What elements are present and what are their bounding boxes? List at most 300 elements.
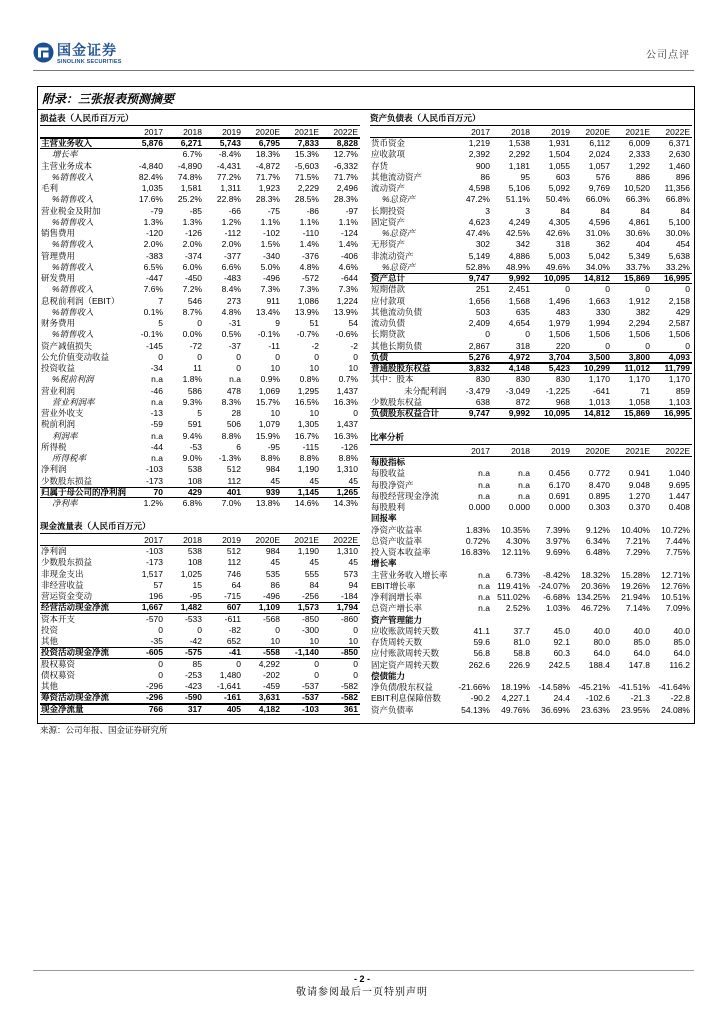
section-header-row [370, 615, 692, 626]
row-value: 2.0% [182, 239, 202, 250]
row-value [126, 149, 165, 160]
row-value: 5,003 [548, 250, 570, 261]
row-value: 262.6 [468, 659, 490, 670]
year-header: 2021E [612, 126, 652, 138]
row-value: -21.66% [458, 682, 490, 692]
table-row [40, 546, 360, 557]
row-value: 429 [675, 306, 690, 317]
row-label: 资本开支 [41, 613, 76, 624]
row-value: n.a [151, 374, 163, 385]
row-label: 债权募资 [41, 669, 76, 680]
row-value: 2,294 [628, 318, 650, 328]
table-row [370, 468, 692, 479]
row-value: -575 [165, 647, 204, 658]
row-value: 2,333 [628, 149, 650, 160]
row-value: -44 [150, 441, 163, 452]
cash-flow-statement [40, 520, 360, 715]
row-value: -296 [126, 692, 165, 703]
row-value: 302 [475, 239, 490, 250]
row-value: -572 [301, 273, 319, 283]
row-value: -95 [189, 591, 202, 601]
row-value: 2,392 [468, 149, 490, 160]
row-value: 28.3% [255, 194, 280, 205]
row-value: 3 [485, 205, 490, 216]
row-value: -537 [282, 692, 321, 703]
year-header: 2020E [572, 126, 612, 138]
row-value: 1,912 [628, 295, 650, 306]
row-value: 108 [187, 475, 202, 486]
row-value: 9.695 [668, 479, 690, 490]
row-value: 0 [275, 624, 280, 635]
row-value: 1.3% [182, 216, 202, 227]
section-header-row [370, 671, 692, 682]
row-value: -850 [301, 613, 319, 624]
row-label: 净利润 [41, 546, 67, 556]
row-value: 112 [227, 475, 241, 486]
row-value: 0 [645, 340, 650, 351]
table-row [370, 491, 692, 502]
row-value: 3,500 [572, 352, 612, 363]
row-value: 5,100 [668, 216, 690, 227]
row-value: 15.7% [255, 396, 280, 407]
row-value: -300 [301, 624, 319, 635]
row-value [572, 457, 612, 468]
row-value: 4,148 [492, 363, 532, 374]
row-value: 1.2% [143, 498, 163, 508]
row-label: 无形资产 [371, 239, 406, 250]
row-value: 1,923 [258, 183, 280, 193]
row-value: -383 [145, 250, 163, 261]
row-value: 10 [309, 636, 319, 646]
cash-flow-title: 现金流量表（人民币百万元） [40, 520, 360, 534]
table-row [370, 525, 692, 536]
row-value: 108 [187, 557, 202, 568]
row-value: 4,654 [508, 318, 530, 328]
row-value: 9,747 [452, 408, 492, 419]
table-row [40, 569, 360, 580]
ratio-analysis-table [370, 445, 692, 716]
table-row [40, 580, 360, 591]
row-value: 16.7% [294, 430, 319, 441]
row-value: 4.6% [338, 261, 358, 272]
row-value: -85 [189, 205, 202, 216]
row-label: 总资产收益率 [371, 535, 423, 546]
row-value: 45 [348, 557, 358, 568]
row-value: 0 [605, 284, 610, 295]
row-value: 15,869 [612, 408, 652, 419]
row-value: 3,832 [452, 363, 492, 374]
row-label: %销售收入 [52, 216, 94, 227]
row-value: -8.42% [543, 569, 570, 580]
header-corner [370, 445, 452, 457]
row-value: 0.8% [299, 374, 319, 385]
row-value: 28 [231, 408, 241, 418]
row-value: 18.3% [255, 149, 280, 160]
row-label: 每股经营现金净流 [371, 490, 440, 501]
row-value: 318 [515, 340, 530, 351]
row-value: 40.0 [633, 625, 650, 636]
row-value: 0 [314, 351, 319, 362]
table-row [40, 487, 360, 498]
footer-divider [33, 970, 694, 971]
row-value: 1,057 [588, 160, 610, 171]
row-value: 0.000 [508, 502, 530, 512]
row-label: 所得税率 [52, 453, 87, 463]
row-value: 9 [275, 318, 280, 328]
row-value: -13 [150, 408, 163, 418]
row-value: -103 [282, 704, 321, 715]
row-label: 资产管理能力 [371, 614, 423, 625]
row-label: 应收账款周转天数 [371, 625, 440, 636]
row-value: -582 [321, 692, 360, 703]
row-value: 84 [309, 579, 319, 590]
row-value: 4,093 [652, 352, 692, 363]
row-value: -79 [150, 205, 163, 216]
row-label: 长期贷款 [371, 329, 406, 340]
row-value: 0 [314, 669, 319, 680]
row-value: 638 [475, 396, 490, 407]
year-header-row [40, 126, 360, 138]
row-value: 318 [555, 239, 570, 250]
row-value: -374 [184, 250, 202, 261]
row-value: 188.4 [588, 659, 610, 670]
row-label: 管理费用 [41, 250, 76, 261]
row-value: -3,479 [465, 385, 490, 396]
row-value: -34 [150, 363, 163, 373]
row-value: -1.3% [218, 453, 241, 463]
row-value: 6,371 [668, 138, 690, 148]
table-row [40, 284, 360, 295]
row-value: 830 [555, 374, 570, 385]
row-value: 19.26% [621, 580, 650, 591]
row-value: 10 [270, 363, 280, 373]
row-value [652, 457, 692, 468]
row-value: 0 [158, 624, 163, 635]
row-value: 2.0% [221, 239, 241, 250]
row-value: 0 [314, 658, 319, 669]
row-value: -568 [262, 613, 280, 624]
row-value: 607 [204, 602, 243, 613]
row-value: 45.0 [553, 625, 570, 636]
row-value: 6.5% [143, 261, 163, 272]
table-row [40, 363, 360, 374]
year-header: 2022E [652, 126, 692, 138]
header-corner [370, 126, 452, 138]
row-value: 56.8 [473, 648, 490, 659]
row-value: 11,356 [664, 183, 690, 193]
row-value: 5,423 [532, 363, 572, 374]
row-value: 4,182 [243, 704, 282, 715]
year-header: 2019 [204, 534, 243, 546]
table-row [40, 453, 360, 464]
row-value: 1.1% [338, 216, 358, 227]
table-row [370, 397, 692, 408]
row-label: 其中：股本 [371, 374, 414, 385]
row-value: 16.3% [333, 430, 358, 441]
row-value: 45 [270, 557, 280, 568]
row-value: 0 [685, 284, 690, 295]
row-value: 911 [266, 295, 280, 306]
row-label: 回报率 [371, 513, 397, 524]
row-value: 0.303 [588, 502, 610, 512]
row-value: -145 [145, 340, 163, 351]
row-value: 9.0% [182, 453, 202, 463]
row-label: 筹资活动现金净流 [40, 692, 126, 703]
row-value: -715 [223, 591, 241, 601]
row-value: 1,219 [468, 138, 490, 148]
row-value: 1,025 [180, 568, 202, 579]
table-row [370, 262, 692, 273]
row-value: 576 [595, 171, 610, 182]
row-value: 6.7% [182, 149, 202, 160]
row-value: 7,833 [282, 138, 321, 149]
row-value: 1,667 [126, 602, 165, 613]
ratio-analysis [370, 431, 692, 716]
row-value: 1,663 [588, 295, 610, 306]
row-value: -202 [262, 669, 280, 680]
row-value: n.a [478, 468, 490, 479]
row-value: 5,638 [668, 250, 690, 261]
row-value: 5,149 [468, 250, 490, 261]
table-row [40, 408, 360, 419]
table-row [370, 161, 692, 172]
table-row [40, 681, 360, 692]
row-value: 8.8% [260, 453, 280, 463]
row-label: 每股股利 [371, 502, 406, 512]
row-value: 5,743 [204, 138, 243, 149]
row-value: 21.94% [621, 592, 650, 602]
row-value: 74.8% [177, 171, 202, 182]
row-label: 投资收益 [41, 363, 76, 373]
row-value: 538 [187, 464, 202, 475]
row-label: 其他流动负债 [371, 306, 423, 317]
section-header-row [370, 457, 692, 468]
row-value: 37.7 [513, 625, 530, 636]
row-value: -103 [145, 464, 163, 475]
row-value: 591 [187, 419, 202, 430]
row-value: 23.63% [581, 704, 610, 715]
row-value: 49.76% [501, 704, 530, 715]
table-row [370, 363, 692, 374]
table-row [40, 419, 360, 430]
row-value: 0 [275, 351, 280, 362]
income-statement-table [40, 126, 360, 509]
table-row [40, 659, 360, 670]
year-header: 2017 [452, 445, 492, 457]
table-row [40, 670, 360, 681]
table-row [370, 648, 692, 659]
row-value: 7.3% [299, 284, 319, 295]
table-row [40, 318, 360, 329]
row-value: -376 [301, 250, 319, 261]
row-value: -1,641 [216, 681, 241, 691]
row-value: -406 [340, 250, 358, 261]
row-value: 10.51% [661, 592, 690, 602]
table-row [40, 557, 360, 568]
year-header-row [40, 534, 360, 546]
row-value: 64.0 [633, 648, 650, 659]
row-value: 1,311 [220, 183, 241, 193]
row-label: 存货 [371, 160, 389, 171]
balance-sheet [370, 112, 692, 419]
row-value: 382 [635, 306, 650, 317]
row-label: 少数股东权益 [371, 396, 423, 407]
row-value: 1,058 [628, 396, 650, 407]
row-value [612, 457, 652, 468]
row-label: 利润率 [52, 430, 78, 441]
row-label: 投资活动现金净流 [40, 647, 126, 658]
year-header-row [370, 445, 692, 457]
row-value: 6,112 [589, 138, 610, 148]
row-label: 经营活动现金净流 [40, 602, 126, 613]
page-number: - 2 - [353, 974, 370, 984]
row-value: 746 [226, 568, 241, 579]
row-value: 1,506 [628, 329, 650, 340]
row-value [532, 457, 572, 468]
row-value: 362 [595, 239, 610, 250]
year-header: 2020E [243, 126, 282, 138]
row-value: 15,869 [612, 273, 652, 284]
row-value [652, 558, 692, 569]
row-value: 57 [153, 579, 163, 590]
row-value: 8.8% [299, 453, 319, 463]
table-row [40, 431, 360, 442]
row-label: 销售费用 [41, 228, 76, 238]
row-value: 10 [348, 636, 358, 646]
row-value: 8.7% [182, 306, 202, 317]
row-value: 7.44% [665, 535, 690, 546]
row-value: n.a [151, 453, 163, 463]
table-row [370, 273, 692, 284]
row-value: 84 [560, 205, 570, 216]
row-value: -256 [301, 591, 319, 601]
row-label: 净负债/股东权益 [371, 682, 433, 692]
row-value: -4,431 [216, 160, 241, 171]
row-label: EBIT利息保障倍数 [371, 693, 441, 704]
row-value: 2,024 [588, 149, 610, 160]
row-value: 9,992 [492, 408, 532, 419]
row-value: 5 [197, 408, 202, 418]
table-row [370, 408, 692, 419]
row-value: 6.48% [585, 547, 610, 557]
row-value: 317 [165, 704, 204, 715]
section-header-row [370, 558, 692, 569]
row-value: 54.13% [461, 704, 490, 715]
row-value: 1,103 [668, 396, 690, 407]
table-row [370, 194, 692, 205]
table-row [40, 704, 360, 715]
appendix-title: 附录：三张报表预测摘要 [42, 92, 175, 106]
row-label: 非经营收益 [41, 579, 84, 590]
row-value: 34.0% [585, 261, 610, 272]
row-value: 0 [353, 408, 358, 418]
row-value: 10.72% [661, 524, 690, 535]
row-value: 94 [348, 579, 358, 590]
row-label: 其他 [41, 636, 59, 646]
row-value: 9.4% [182, 430, 202, 441]
table-row [370, 637, 692, 648]
row-label: 固定资产周转天数 [371, 659, 440, 670]
row-value: 71.7% [333, 171, 358, 182]
row-value: 1,482 [165, 602, 204, 613]
row-value: 0.1% [143, 306, 163, 317]
row-value: 25.2% [177, 194, 202, 205]
row-value: -173 [145, 557, 163, 568]
row-value: -558 [243, 647, 282, 658]
row-value: 71 [640, 385, 650, 396]
row-value: 13.4% [255, 306, 280, 317]
row-value: 80.0 [593, 637, 610, 647]
row-value: 1.447 [668, 490, 690, 501]
row-value: 71.7% [255, 171, 280, 182]
row-value: 6.8% [182, 498, 202, 508]
row-value [492, 671, 532, 682]
row-value: 0 [158, 351, 163, 362]
row-value: -570 [145, 613, 163, 624]
row-label: 总资产增长率 [371, 603, 423, 614]
row-value: 16,995 [652, 273, 692, 284]
row-value: -75 [267, 205, 280, 216]
row-value: -377 [223, 250, 241, 261]
row-value: 147.8 [628, 659, 650, 670]
table-row [40, 636, 360, 647]
row-value: 10 [309, 408, 319, 418]
row-value: 6.0% [182, 261, 202, 272]
row-value: 4,972 [492, 352, 532, 363]
table-row [40, 374, 360, 385]
row-value: 939 [243, 487, 282, 498]
row-value: 66.8% [665, 194, 690, 205]
row-value: 86 [270, 579, 280, 590]
table-row [370, 183, 692, 194]
row-value: -24.07% [538, 580, 570, 591]
row-value: 8.8% [221, 430, 241, 441]
table-row [370, 296, 692, 307]
table-row [370, 307, 692, 318]
header-divider [33, 70, 694, 71]
row-value: 81.0 [513, 637, 530, 647]
row-value: n.a [478, 569, 490, 580]
row-value: 12.11% [501, 547, 530, 557]
table-row [40, 217, 360, 228]
row-value: 1,170 [668, 374, 690, 385]
row-label: 应付账款周转天数 [371, 648, 440, 659]
row-value: 8.470 [588, 479, 610, 490]
row-value: 1.83% [465, 524, 490, 535]
row-value: 535 [265, 568, 280, 579]
row-value: 15 [192, 579, 202, 590]
row-value: 512 [226, 464, 241, 475]
row-value: 1,170 [628, 374, 650, 385]
row-label: 流动资产 [371, 183, 406, 193]
row-value [532, 558, 572, 569]
row-value: 330 [595, 306, 610, 317]
row-value: -184 [340, 591, 358, 601]
row-value: 16.3% [333, 396, 358, 407]
row-value: 1,069 [258, 385, 280, 396]
row-value: 886 [635, 171, 650, 182]
row-label: 负债 [370, 352, 452, 363]
row-value: -3,049 [505, 385, 530, 396]
row-value: 6.34% [585, 535, 610, 546]
table-row [40, 262, 360, 273]
row-label: 净利润 [41, 464, 67, 475]
row-value: 1,079 [258, 419, 280, 430]
row-value: 7.2% [182, 284, 202, 295]
row-value: 5,092 [548, 183, 570, 193]
row-label: 其他 [41, 681, 59, 691]
row-value: 1.270 [628, 490, 650, 501]
